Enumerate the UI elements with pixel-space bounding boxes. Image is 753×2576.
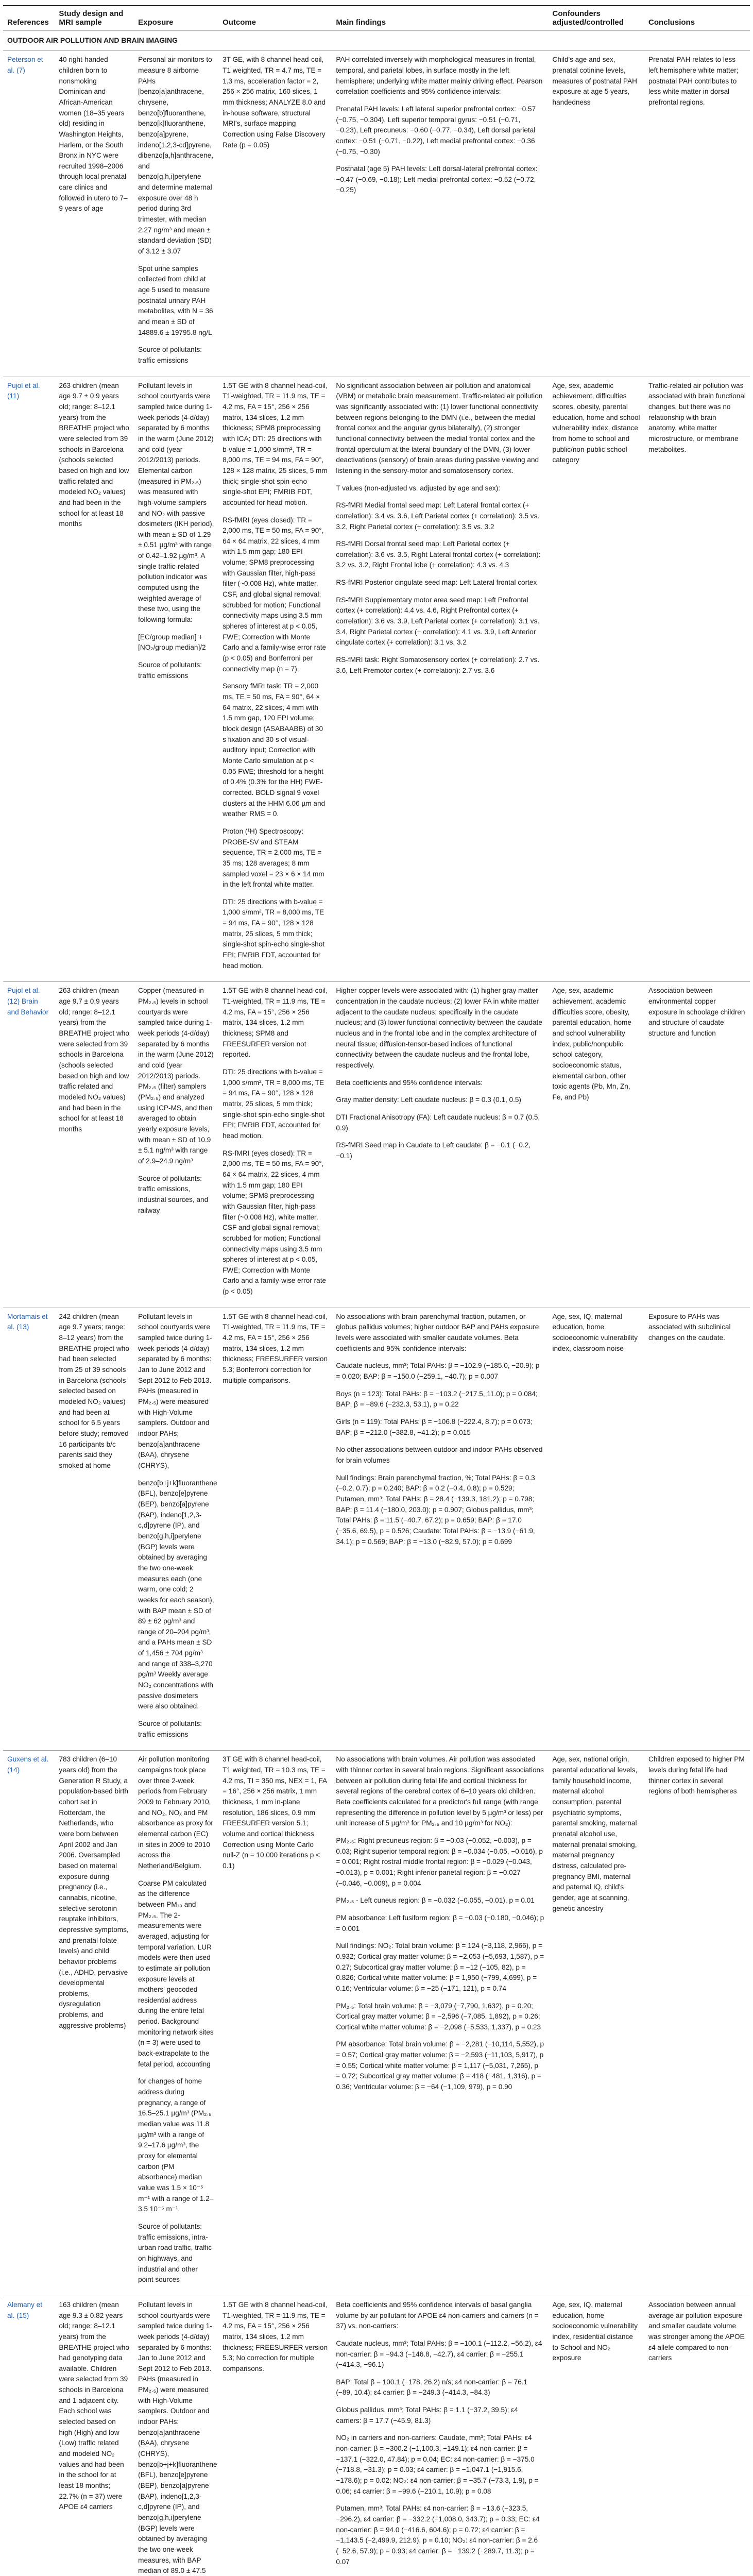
cell-paragraph: Age, sex, national origin, parental educational levels, family household income, maternal alcohol consumption, parental psychiatric symptoms, parental smoking, maternal prenatal alcohol use, maternal prenatal smoking, maternal pregnancy distress, calculated pre-pregnancy BMI, maternal and paternal IQ, child's gender, age at scanning, genetic ancestry xyxy=(552,1755,638,1912)
cell-confounders xyxy=(549,377,645,982)
cell-paragraph xyxy=(336,2574,544,2576)
cell-outcome xyxy=(218,1751,332,2296)
cell-paragraph: Association between annual average air pollution exposure and smaller caudate volume was stronger among the APOE ε4 allele compared to non-carriers xyxy=(648,2300,745,2362)
cell-paragraph: 1.5T GE with 8 channel head-coil, T1-weighted, TR = 11.9 ms, TE = 4.2 ms, FA = 15°, 256 × 256 matrix, 134 slices, 1.2 mm thickness; SPM8 and FREESURFER version not reported. xyxy=(223,987,328,1059)
cell-paragraph: RS-fMRI Posterior cingulate seed map: Left Lateral frontal cortex xyxy=(336,579,537,587)
cell-confounders xyxy=(549,982,645,1308)
cell-main-findings xyxy=(332,982,548,1308)
cell-paragraph: Postnatal (age 5) PAH levels: Left dorsal-lateral prefrontal cortex: −0.47 (−0.69, −0.18); Left medial prefrontal cortex: −0.52 (−0.72, −0.25) xyxy=(336,165,538,194)
cell-paragraph: Boys (n = 123): Total PAHs: β = −103.2 (−217.5, 11.0); p = 0.084; BAP: β = −89.6 (−232.3, 53.1), p = 0.22 xyxy=(336,1389,538,1409)
cell-paragraph: NO₂ in carriers and non-carriers: Caudate, mm³; Total PAHs: ε4 non-carrier: β = −300.2 (−1,100.3, −149.1); ε4 non-carrier: β = −137.1 (−322.0, 47.84); p = 0.04; EC: ε4 non-carrier: β = −375.0 (−718.8, −31.3); p = 0.03; ε4 carrier: β = −1,047.1 (−1,915.6, −178.6); p = 0.02; NO₂: ε4 non-carrier: β = −35.7 (−73.3, 1.9), p = 0.06; ε4 carrier: β = −99.6 (−210.1, 10.9); p = 0.08 xyxy=(336,2434,539,2495)
cell-paragraph: 40 right-handed children born to nonsmoking Dominican and African-American women (18–35 years old) residing in Washington Heights, Harlem, or the South Bronx in NYC were recruited 1998–2006 through local prenatal care clinics and followed in utero to 7–9 years of age xyxy=(59,56,128,213)
cell-paragraph: Beta coefficients and 95% confidence intervals: xyxy=(336,1078,483,1087)
cell-paragraph: Age, sex, academic achievement, difficulties scores, obesity, parental education, home and school vulnerability index, distance from home to school and public/non-public school category xyxy=(552,381,640,464)
cell-paragraph: Prenatal PAH relates to less left hemisphere white matter; postnatal PAH contributes to less white matter in dorsal prefrontal regions. xyxy=(648,56,739,106)
cell-reference[interactable] xyxy=(3,51,55,377)
cell-paragraph: Source of pollutants: traffic emissions, intra-urban road traffic, traffic on highways, and industrial and other point sources xyxy=(138,2222,212,2284)
section-title: OUTDOOR AIR POLLUTION AND BRAIN IMAGING xyxy=(3,30,750,51)
cell-reference[interactable] xyxy=(3,1308,55,1751)
cell-paragraph: PM₂.₅ - Left cuneus region: β = −0.032 (−0.055, −0.01), p = 0.01 xyxy=(336,1896,535,1905)
cell-paragraph: 263 children (mean age 9.7 ± 0.9 years old; range: 8–12.1 years) from the BREATHE project who were selected from 39 schools in Barcelona (schools selected based on high and low traffic related and modeled NO₂ values) and had been in the school for at least 18 months xyxy=(59,987,129,1133)
cell-outcome xyxy=(218,377,332,982)
cell-paragraph: Globus pallidus, mm³; Total PAHs: β = 1.1 (−37.2, 39.5); ε4 carriers: β = 17.7 (−45.9, 81.3) xyxy=(336,2406,518,2425)
cell-paragraph: Children exposed to higher PM levels during fetal life had thinner cortex in several regions of both hemispheres xyxy=(648,1755,745,1795)
cell-paragraph: BAP: Total β = 100.1 (−178, 26.2) n/s; ε4 non-carrier: β = 76.1 (−89, 10.4); ε4 carrier: β = −249.3 (−414.3, −84.3) xyxy=(336,2378,528,2397)
cell-paragraph: DTI: 25 directions with b-value = 1,000 s/mm², TR = 8,000 ms, TE = 94 ms, FA = 90°, 128 × 128 matrix, 25 slices, 5 mm thick; single-shot spin-echo single-shot EPI; FMRIB FDT, accounted for head motion. xyxy=(223,1068,325,1140)
cell-conclusions xyxy=(644,982,750,1308)
cell-paragraph: for changes of home address during pregnancy, a range of 16.5–25.1 µg/m³ (PM₂.₅ median value was 11.8 µg/m³ with a range of 9.2–17.6 µg/m³, the proxy for elemental carbon (PM absorbance) median value was 1.5 × 10⁻⁵ m⁻¹ with a range of 1.2–3.5 10⁻⁵ m⁻¹. xyxy=(138,2077,214,2213)
cell-paragraph: PM absorbance: Left fusiform region: β = −0.03 (−0.180, −0.046); p = 0.001 xyxy=(336,1913,544,1933)
cell-paragraph: Child's age and sex, prenatal cotinine levels, measures of postnatal PAH exposure at age 5 years, handedness xyxy=(552,56,637,106)
cell-paragraph: Source of pollutants: traffic emissions xyxy=(138,1720,202,1738)
reference-link[interactable]: Pujol et al. (11) xyxy=(7,381,40,400)
cell-paragraph: RS-fMRI (eyes closed): TR = 2,000 ms, TE = 50 ms, FA = 90°, 64 × 64 matrix, 22 slices, 4 mm with 1.5 mm gap; 180 EPI volume; SPM8 preprocessing with Gaussian filter, high-pass filter (~0.008 Hz), white matter, CSF, and global signal removal; scrubbed for motion; Functional connectivity maps using 3.5 mm spheres of interest at p < 0.05, FWE; Correction with Monte Carlo and a family-wise error rate (p < 0.05) and Bonferroni per connectivity map (n = 7). xyxy=(223,516,327,673)
reference-link[interactable]: Alemany et al. (15) xyxy=(7,2300,43,2319)
cell-paragraph: RS-fMRI Dorsal frontal seed map: Left Parietal cortex (+ correlation): 3.6 vs. 3.5, Right Lateral frontal cortex (+ correlation): 3.2 vs. 3.2, Right Frontal lobe (+ correlation): 4.3 vs. 4.3 xyxy=(336,540,541,569)
cell-paragraph: No significant association between air pollution and anatomical (VBM) or metabolic brain measurement. Traffic-related air pollution was significantly associated with: (1) lower functional connectivity between regions belonging to the DMN (i.e., between the medial frontal cortex and the angular gyrus bilaterally), (2) stronger functional connectivity between the medial frontal cortex and the frontal operculum at the lateral boundary of the DMN, (3) lower deactivations (sensory) of brain areas during passive viewing and listening in the sensory-motor and somatosensory cortex. xyxy=(336,381,543,474)
header-conclusions: Conclusions xyxy=(644,6,750,30)
cell-paragraph: Age, sex, academic achievement, academic difficulties score, obesity, parental education, home and school vulnerability index, public/nonpublic school category, socioeconomic status, elemental carbon, other toxic agents (Pb, Mn, Zn, Fe, and Pb) xyxy=(552,987,631,1101)
cell-paragraph: PM₂.₅: Right precuneus region: β = −0.03 (−0.052, −0.003), p = 0.03; Right superior temporal region: β = −0.034 (−0.05, −0.016), p = 0.001; Right rostral middle frontal region: β = −0.029 (−0.043, −0.013), p = 0.001; Right inferior parietal region: β = −0.027 (−0.046, −0.009), p = 0.004 xyxy=(336,1836,543,1887)
cell-main-findings xyxy=(332,377,548,982)
header-outcome: Outcome xyxy=(218,6,332,30)
cell-paragraph: 3T GE, with 8 channel head-coil, T1 weighted, TR = 4.7 ms, TE = 1.3 ms, acceleration factor = 2, 256 × 256 matrix, 160 slices, 1 mm thickness; ANALYZE 8.0 and in-house software, structural MRI's, surface mapping Correction using False Discovery Rate (p = 0.05) xyxy=(223,56,326,149)
cell-paragraph: 1.5T GE with 8 channel head-coil, T1-weighted, TR = 11.9 ms, TE = 4.2 ms, FA = 15°, 256 × 256 matrix, 134 slices, 1.2 mm thickness; FREESURFER version 5.3; Bonferroni correction for multiple comparisons. xyxy=(223,1312,328,1384)
cell-paragraph: No other associations between outdoor and indoor PAHs observed for brain volumes xyxy=(336,1446,543,1465)
cell-conclusions xyxy=(644,51,750,377)
cell-confounders xyxy=(549,1751,645,2296)
cell-reference[interactable] xyxy=(3,1751,55,2296)
header-references: References xyxy=(3,6,55,30)
table-row xyxy=(3,377,750,982)
cell-paragraph: Source of pollutants: traffic emissions, industrial sources, and railway xyxy=(138,1174,209,1214)
cell-paragraph: Null findings: Brain parenchymal fraction, %; Total PAHs: β = 0.3 (−0.2, 0.7); p = 0.240; BAP: β = 0.2 (−0.4, 0.8); p = 0.529; Putamen, mm³; Total PAHs: β = 28.4 (−139.3, 181.2); p = 0.798; BAP: β = 11.4 (−180.0, 203.0); p = 0.907; Globus pallidus, mm³; Total PAHs: β = 11.5 (−40.7, 67.2); p = 0.659; BAP: β = 17.0 (−35.6, 69.5), p = 0.526; Caudate: Total PAHs: β = −13.9 (−61.9, 34.1); p = 0.569; BAP: β = −13.0 (−82.9, 57.0); p = 0.699 xyxy=(336,1473,535,1546)
cell-exposure xyxy=(134,2296,218,2576)
cell-main-findings xyxy=(332,2296,548,2576)
cell-paragraph: 3T GE with 8 channel head-coil, T1 weighted, TR = 10.3 ms, TE = 4.2 ms, TI = 350 ms, NEX = 1, FA = 16°, 256 × 256 matrix, 1 mm thickness, 1 mm in-plane resolution, 186 slices, 0.9 mm FREESURFER version 5.1; volume and cortical thickness Correction using Monte Carlo null-Z (n = 10,000 iterations p < 0.1) xyxy=(223,1755,327,1870)
cell-paragraph: RS-fMRI Medial frontal seed map: Left Lateral frontal cortex (+ correlation): 3.4 vs. 3.6, Left Parietal cortex (+ correlation): 3.5 vs. 3.2, Right Parietal cortex (+ correlation): 3.5 vs. 3.2 xyxy=(336,501,540,531)
cell-conclusions xyxy=(644,2296,750,2576)
cell-paragraph: Sensory fMRI task: TR = 2,000 ms, TE = 50 ms, FA = 90°, 64 × 64 matrix, 22 slices, 4 mm with 1.5 mm gap, 120 EPI volume; block design (ASABAABB) of 30 s fixation and 30 s of visual-auditory input; Correction with Monte Carlo simulation at p < 0.05 FWE; threshold for a height of 0.4% (0.3% for the HH) FWE-corrected. BOLD signal 9 voxel clusters at the HHM 6.06 µm and weather RMS = 0. xyxy=(223,682,326,818)
cell-exposure xyxy=(134,51,218,377)
cell-paragraph: [EC/group median] + [NO₂/group median]/2 xyxy=(138,633,206,652)
cell-paragraph: Caudate nucleus, mm³; Total PAHs: β = −102.9 (−185.0, −20.9); p = 0.020; BAP: β = −150.0 (−259.1, −40.7); p = 0.007 xyxy=(336,1362,540,1381)
reference-link[interactable]: Peterson et al. (7) xyxy=(7,56,43,74)
cell-main-findings xyxy=(332,51,548,377)
cell-study-design xyxy=(55,1308,134,1751)
cell-paragraph: RS-fMRI task: Right Somatosensory cortex (+ correlation): 2.7 vs. 3.6, Left Premotor cortex (+ correlation): 2.7 vs. 3.6 xyxy=(336,656,540,674)
reference-link[interactable]: Mortamais et al. (13) xyxy=(7,1312,48,1331)
cell-paragraph: Higher copper levels were associated with: (1) higher gray matter concentration in the caudate nucleus; (2) lower FA in white matter adjacent to the caudate nucleus; specifically in the caudate nucleus; and (3) lower functional connectivity between the caudate nucleus and in the frontal lobe and in the complex architecture of neural tissue; diffusion-tensor-based indices of functional connectivity between the caudate nucleus and the frontal lobe, respectively. xyxy=(336,987,542,1070)
cell-paragraph: Pollutant levels in school courtyards were sampled twice during 1-week periods (4-d/day) separated by 6 months: Jan to June 2012 and Sept 2012 to Feb 2013. PAHs (measured in PM₂.₅) were measured with High-Volume samplers. Outdoor and indoor PAHs; benzo[a]anthracene (BAA), chrysene (CHRYS), xyxy=(138,1312,212,1469)
cell-paragraph: Prenatal PAH levels: Left lateral superior prefrontal cortex: −0.57 (−0.75, −0.304), Left superior temporal gyrus: −0.51 (−0.71, −0.23), Left precuneus: −0.60 (−0.77, −0.34), Left dorsal parietal cortex: −0.51 (−0.71, −0.22), Left medial prefrontal cortex: −0.36 (−0.75, −0.30) xyxy=(336,105,536,156)
cell-confounders xyxy=(549,2296,645,2576)
cell-paragraph: 1.5T GE with 8 channel head-coil, T1-weighted, TR = 11.9 ms, TE = 4.2 ms, FA = 15°, 256 × 256 matrix, 134 slices, 1.2 mm thickness; SPM8 preprocessing with ICA; DTI: 25 directions with b-value = 1,000 s/mm², TR = 8,000 ms, TE = 94 ms, FA = 90°, 128 × 128 matrix, 25 slices, 5 mm thick; single-shot spin-echo single-shot EPI; FMRIB FDT, accounted for head motion. xyxy=(223,381,328,506)
cell-study-design xyxy=(55,982,134,1308)
cell-paragraph: DTI Fractional Anisotropy (FA): Left caudate nucleus: β = 0.7 (0.5, 0.9) xyxy=(336,1113,540,1132)
reference-link[interactable]: Pujol et al. (12) Brain and Behavior xyxy=(7,987,49,1016)
table-row xyxy=(3,51,750,377)
cell-paragraph: Source of pollutants: traffic emissions xyxy=(138,661,202,680)
cell-paragraph: Pollutant levels in school courtyards were sampled twice during 1-week periods (4-d/day) separated by 6 months in the warm (June 2012) and cold (year 2012/2013) periods. Elemental carbon (measured in PM₂.₅) was measured with high-volume samplers and NO₂ with passive dosimeters (IKH period), with mean ± SD of 1.29 ± 0.51 µg/m³ with range of 0.42–1.92 µg/m³. A single traffic-related pollution indicator was computed using the weighted average of these two, using the following formula: xyxy=(138,381,214,624)
header-confounders: Confounders adjusted/controlled xyxy=(549,6,645,30)
cell-paragraph: Coarse PM calculated as the difference between PM₁₀ and PM₂.₅. The 2-measurements were averaged, adjusting for temporal variation. LUR models were then used to estimate air pollution exposure levels at mothers' geocoded residential address during the entire fetal period. Background monitoring network sites (n = 3) were used to back-extrapolate to the fetal period, accounting xyxy=(138,1879,214,2068)
cell-paragraph: Proton (¹H) Spectroscopy: PROBE-SV and STEAM sequence, TR = 2,000 ms, TE = 35 ms; 128 averages; 8 mm sampled voxel = 23 × 6 × 14 mm in the left frontal white matter. xyxy=(223,827,324,889)
cell-paragraph: Pollutant levels in school courtyards were sampled twice during 1-week periods (4-d/day) separated by 6 months: Jan to June 2012 and Sept 2012 to Feb 2013. PAHs (measured in PM₂.₅) were measured with High-Volume samplers. Outdoor and indoor PAHs: benzo[a]anthracene (BAA), chrysene (CHRYS), benzo[b+j+k]fluoranthene (BFL), benzo[e]pyrene (BEP), benzo[a]pyrene (BAP), indeno[1,2,3-c,d]pyrene (IP), and benzo[g,h,i]perylene (BGP) levels were obtained by averaging the two one-week measures, with BAP median of 89.0 ± 47.5 xyxy=(138,2300,217,2575)
cell-paragraph: Copper (measured in PM₂.₅) levels in school courtyards were sampled twice during 1-week periods (4-d/day) separated by 6 months in the warm (June 2012) and cold (year 2012/2013) periods. PM₂.₅ (filter) samplers (PM₂.₅) and analyzed using ICP-MS, and then averaged to obtain yearly exposure levels, with mean ± SD of 10.9 ± 5.1 ng/m³ with range of 2.9–24.9 ng/m³ xyxy=(138,987,214,1165)
cell-exposure xyxy=(134,982,218,1308)
cell-paragraph: PAH correlated inversely with morphological measures in frontal, temporal, and parietal lobes, in surface mostly in the left hemisphere; underlying white matter mainly driving effect. Pearson correlation coefficients and 95% confidence intervals: xyxy=(336,56,543,96)
cell-paragraph: PM₂.₅: Total brain volume: β = −3,079 (−7,790, 1,632), p = 0.20; Cortical gray matter volume: β = −2,596 (−7,085, 1,892), p = 0.26; Cortical white matter volume: β = −2,098 (−5,533, 1,337), p = 0.23 xyxy=(336,2002,541,2031)
cell-paragraph: Personal air monitors to measure 8 airborne PAHs [benzo[a]anthracene, chrysene, benzo[b]fluoranthene, benzo[k]fluoranthene, benzo[a]pyrene, indeno[1,2,3-cd]pyrene, dibenzo[a,h]anthracene, and benzo[g,h,i]perylene and determine maternal exposure over 48 h period during 3rd trimester, with median 2.27 ng/m³ and mean ± standard deviation (SD) of 3.12 ± 3.07 xyxy=(138,56,213,256)
cell-paragraph: 783 children (6–10 years old) from the Generation R Study, a population-based birth cohort set in Rotterdam, the Netherlands, who were born between April 2002 and Jan 2006. Oversampled based on maternal exposure during pregnancy (i.e., cannabis, nicotine, selective serotonin reuptake inhibitors, depressive symptoms, and prenatal folate levels) and child behavior problems (i.e., ADHD, pervasive developmental problems, dysregulation problems, and aggressive problems) xyxy=(59,1755,129,2029)
header-row xyxy=(3,6,750,30)
cell-paragraph: 163 children (mean age 9.3 ± 0.82 years old; range: 8–12.1 years) from the BREATHE project who had genotyping data available. Children were selected from 39 schools in Barcelona and 1 adjacent city. Each school was selected based on high (High) and low (Low) traffic related and modeled NO₂ values and had been in the school for at least 18 months; 22.7% (n = 37) were APOE ε4 carriers xyxy=(59,2300,129,2511)
results-table xyxy=(3,5,750,2576)
cell-study-design xyxy=(55,51,134,377)
cell-paragraph: benzo[b+j+k]fluoranthene (BFL), benzo[e]pyrene (BEP), benzo[a]pyrene (BAP), indeno[1,2,3-c,d]pyrene (IP), and benzo[g,h,i]perylene (BGP) levels were obtained by averaging the two one-week measures each (one warm, one cold; 2 weeks for each season), with BAP mean ± SD of 89 ± 62 pg/m³ and range of 20–204 pg/m³, and a PAHs mean ± SD of 1,456 ± 704 pg/m³ and range of 338–3,270 pg/m³ Weekly average NO₂ concentrations with passive dosimeters were also obtained. xyxy=(138,1479,217,1710)
cell-conclusions xyxy=(644,377,750,982)
cell-main-findings xyxy=(332,1751,548,2296)
cell-main-findings xyxy=(332,1308,548,1751)
cell-paragraph: Spot urine samples collected from child at age 5 used to measure postnatal urinary PAH metabolites, with N = 36 and mean ± SD of 14889.6 ± 19795.8 ng/L xyxy=(138,264,213,336)
cell-conclusions xyxy=(644,1751,750,2296)
cell-paragraph: DTI: 25 directions with b-value = 1,000 s/mm², TR = 8,000 ms, TE = 94 ms, FA = 90°, 128 × 128 matrix, 25 slices, 5 mm thick; single-shot spin-echo single-shot EPI; FMRIB FDT, accounted for head motion. xyxy=(223,897,325,970)
cell-outcome xyxy=(218,2296,332,2576)
cell-paragraph: Null findings: NO₂: Total brain volume: β = 124 (−3,118, 2,966), p = 0.932; Cortical gray matter volume: β = −2,053 (−5,693, 1,587), p = 0.27; Subcortical gray matter volume: β = −12 (−105, 82), p = 0.826; Cortical white matter volume: β = 1,950 (−799, 4,699), p = 0.16; Ventricular volume: β = −25 (−171, 121), p = 0.74 xyxy=(336,1942,544,1992)
header-study-design: Study design and MRI sample xyxy=(55,6,134,30)
cell-outcome xyxy=(218,1308,332,1751)
cell-paragraph: Girls (n = 119): Total PAHs: β = −106.8 (−222.4, 8.7); p = 0.073; BAP: β = −212.0 (−382.8, −41.2); p = 0.015 xyxy=(336,1418,533,1436)
table-row xyxy=(3,982,750,1308)
cell-paragraph: Caudate nucleus, mm³; Total PAHs: β = −100.1 (−112.2, −56.2), ε4 non-carrier: β = −94.3 (−146.8, −42.7), ε4 carrier: β = −255.1 (−414.3, −96.1) xyxy=(336,2339,542,2369)
cell-paragraph: No associations with brain parenchymal fraction, putamen, or globus pallidus volumes; higher outdoor BAP and PAHs exposure levels were associated with smaller caudate volumes. Beta coefficients and 95% confidence intervals: xyxy=(336,1312,539,1352)
cell-paragraph: Exposure to PAHs was associated with subclinical changes on the caudate. xyxy=(648,1312,731,1342)
cell-reference[interactable] xyxy=(3,377,55,982)
cell-paragraph: Association between environmental copper exposure in schoolage children and structure of caudate structure and function xyxy=(648,987,745,1038)
cell-study-design xyxy=(55,1751,134,2296)
header-exposure: Exposure xyxy=(134,6,218,30)
table-row xyxy=(3,1751,750,2296)
table-row xyxy=(3,1308,750,1751)
cell-paragraph: Age, sex, IQ, maternal education, home socioeconomic vulnerability index, classroom noise xyxy=(552,1312,638,1352)
cell-paragraph: Beta coefficients and 95% confidence intervals of basal ganglia volume by air pollutant for APOE ε4 non-carriers and carriers (n = 37) vs. non-carriers: xyxy=(336,2300,539,2330)
cell-paragraph: No associations with brain volumes. Air pollution was associated with thinner cortex in several brain regions. Significant associations between air pollution during fetal life and cortical thickness for several regions of the cerebral cortex of 6–10 years old children. Beta coefficients calculated for a predictor's full range (with range representing the difference in pollution level by 5 µg/m³ or less) per unit increase of 5 µg/m³ for PM₂.₅ and 10 µg/m³ for NO₂): xyxy=(336,1755,544,1827)
cell-paragraph: Air pollution monitoring campaigns took place over three 2-week periods from February 2009 to February 2010, and NO₂, NOₓ and PM absorbance as proxy for elemental carbon (EC) in sites in 2009 to 2010 across the Netherland/Belgium. xyxy=(138,1755,213,1870)
cell-reference[interactable] xyxy=(3,982,55,1308)
cell-confounders xyxy=(549,1308,645,1751)
header-main-findings: Main findings xyxy=(332,6,548,30)
cell-paragraph: 1.5T GE with 8 channel head-coil, T1-weighted, TR = 11.9 ms, TE = 4.2 ms, FA = 15°, 256 × 256 matrix, 134 slices, 1.2 mm thickness; FREESURFER version 5.3; No correction for multiple comparisons. xyxy=(223,2300,328,2372)
cell-outcome xyxy=(218,982,332,1308)
cell-conclusions xyxy=(644,1308,750,1751)
cell-outcome xyxy=(218,51,332,377)
cell-reference[interactable] xyxy=(3,2296,55,2576)
cell-paragraph: RS-fMRI Seed map in Caudate to Left caudate: β = −0.1 (−0.2, −0.1) xyxy=(336,1141,531,1160)
cell-paragraph: RS-fMRI Supplementary motor area seed map: Left Prefrontal cortex (+ correlation): 4.4 vs. 4.6, Right Prefrontal cortex (+ correlation): 3.6 vs. 3.9, Left Parietal cortex (+ correlation): 3.1 vs. 3.4, Right Parietal cortex (+ correlation): 4.1 vs. 3.9, Left Anterior cingulate cortex (+ correlation): 3.1 vs. 3.2 xyxy=(336,596,540,647)
cell-paragraph: RS-fMRI (eyes closed): TR = 2,000 ms, TE = 50 ms, FA = 90°, 64 × 64 matrix, 22 slices, 4 mm with 1.5 mm gap; 180 EPI volume; SPM8 preprocessing with Gaussian filter, high-pass filter (~0.008 Hz), white matter, CSF and global signal removal; scrubbed for motion; Functional connectivity maps using 3.5 mm spheres of interest at p < 0.05, FWE; Correction with Monte Carlo and a family-wise error rate (p < 0.05) xyxy=(223,1149,327,1296)
cell-paragraph: Traffic-related air pollution was associated with brain functional changes, but there was no relationship with brain anatomy, white matter microstructure, or membrane metabolites. xyxy=(648,381,746,453)
section-row xyxy=(3,30,750,51)
cell-paragraph: Gray matter density: Left caudate nucleus: β = 0.3 (0.1, 0.5) xyxy=(336,1096,521,1104)
cell-confounders xyxy=(549,51,645,377)
cell-paragraph: Putamen, mm³; Total PAHs: ε4 non-carrier: β = −13.6 (−323.5, −296.2), ε4 carrier: β = −332.2 (−1,008.0, 343.7); p = 0.33; EC: ε4 non-carrier: β = 94.0 (−416.6, 604.6); p = 0.72; ε4 carrier: β = −1,143.5 (−2,499.9, 212.9), p = 0.10; NO₂: ε4 non-carrier: β = 2.6 (−52.6, 57.9); p = 0.93; ε4 carrier: β = −139.2 (−289.7, 11.3); p = 0.07 xyxy=(336,2504,540,2566)
cell-study-design xyxy=(55,377,134,982)
cell-paragraph: Source of pollutants: traffic emissions xyxy=(138,346,202,364)
cell-paragraph: T values (non-adjusted vs. adjusted by age and sex): xyxy=(336,484,501,492)
cell-paragraph: PM absorbance: Total brain volume: β = −2,281 (−10,114, 5,552), p = 0.57; Cortical gray matter volume: β = −2,593 (−11,103, 5,917), p = 0.55; Cortical white matter volume: β = 1,117 (−5,031, 7,265), p = 0.72; Subcortical gray matter volume: β = 418 (−481, 1,316), p = 0.36; Ventricular volume: β = −64 (−1,109, 979), p = 0.90 xyxy=(336,2040,544,2091)
cell-paragraph: 263 children (mean age 9.7 ± 0.9 years old; range: 8–12.1 years) from the BREATHE project who were selected from 39 schools in Barcelona (schools selected based on high and low traffic related and modeled NO₂ values) and had been in the school for at least 18 months xyxy=(59,381,129,528)
cell-exposure xyxy=(134,1308,218,1751)
cell-exposure xyxy=(134,1751,218,2296)
reference-link[interactable]: Guxens et al. (14) xyxy=(7,1755,49,1774)
cell-paragraph: Age, sex, IQ, maternal education, home socioeconomic vulnerability index, residential distance to School and NO₂ exposure xyxy=(552,2300,638,2362)
cell-exposure xyxy=(134,377,218,982)
cell-paragraph: 242 children (mean age 9.7 years; range: 8–12 years) from the BREATHE project who had been selected from 25 of 39 schools in Barcelona (schools selected based on modeled NO₂ values) and had been at school for 6.5 years before study; removed 16 participants b/c parents said they smoked at home xyxy=(59,1312,129,1469)
cell-study-design xyxy=(55,2296,134,2576)
table-row xyxy=(3,2296,750,2576)
